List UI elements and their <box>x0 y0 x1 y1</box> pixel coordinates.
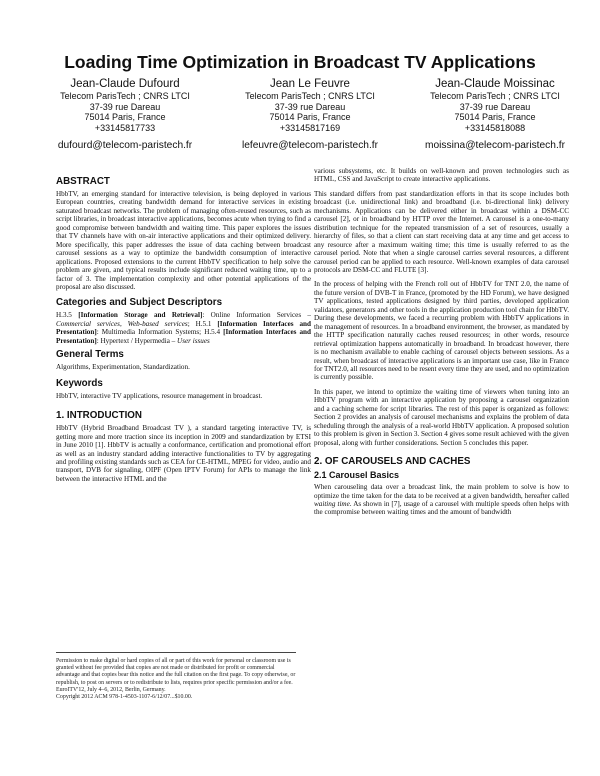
author-2 <box>225 77 395 152</box>
keywords-heading: Keywords <box>56 377 103 389</box>
paragraph-text: . As shown in [7], usage of a carousel with multiple speeds often helps with the compromise between waiting times and the amount of bandwidth <box>314 499 569 517</box>
author-name: Jean-Claude Moissinac <box>435 78 555 90</box>
ccs-text: : Hypertext / Hypermedia – <box>96 336 178 345</box>
author-email[interactable]: lefeuvre@telecom-paristech.fr <box>241 140 379 151</box>
general-terms-text: Algorithms, Experimentation, Standardization. <box>56 363 190 372</box>
categories-heading: Categories and Subject Descriptors <box>56 297 223 309</box>
ccs-italic: User issues <box>177 336 210 345</box>
author-affiliation: Telecom ParisTech ; CNRS LTCI <box>60 91 190 101</box>
ccs-text: : Multimedia Information Systems; H.5.4 <box>96 328 224 337</box>
intro-heading: 1. INTRODUCTION <box>56 410 142 422</box>
ccs-code: H.3.5 <box>56 311 79 320</box>
author-affiliation: Telecom ParisTech ; CNRS LTCI <box>245 91 375 101</box>
author-3 <box>410 77 580 152</box>
author-email[interactable]: dufourd@telecom-paristech.fr <box>57 140 193 151</box>
abstract-text: HbbTV, an emerging standard for interactive television, is being deployed in various European countries, creating bandwidth demand for interactive services in existing saturated broadcast networks. The problem of managing often-reused resources, such as script libraries, in broadcast interactive applications, becomes acute when trying to find a good compromise between bandwidth and waiting time. This paper explores the issues that TV channels have with on-air interactive applications and their optimized delivery. More specifically, this paper addresses the issue of data caching between broadcast carousel sessions as a way to optimize the bandwidth consumption of interactive applications. Proposed extensions to the current HbbTV specification to help solve the problem are given, and typical results include significant reduced waiting time, up to a factor of 3. The implementation complexity and other potential applications of the proposal are also discussed. <box>56 190 311 291</box>
author-phone: +33145818088 <box>464 122 526 133</box>
paragraph: In the process of helping with the French roll out of HbbTV for TNT 2.0, the name of the future version of DVB-T in France, (promoted by the HD Forum), we have designed TV applications, tested applications designed by third parties, developed application validators, generators and other tools in the application production tool chain for HbbTV. During these developments, we faced a recurring problem with HbbTV applications in the management of resources. In a broadband environment, the browser, as mandated by the HTTP specification naturally caches reused resources; in other words, resource retrieval optimization happens automatically in broadband. In broadcast however, there is no mechanism available to enable caching of carousel objects between sessions. As a result, when broadcast of interactive applications is an important use case, like in France for TNT2.0, all resources need to be resent every time they are used, and no optimization is currently possible. <box>314 280 569 382</box>
author-block <box>40 77 580 152</box>
general-terms-heading: General Terms <box>56 349 124 361</box>
author-street: 37-39 rue Dareau <box>274 101 346 112</box>
author-street: 37-39 rue Dareau <box>459 101 531 112</box>
ccs-bold: [Information Interfaces and Presentation] <box>56 328 311 345</box>
left-column <box>56 176 311 489</box>
ccs-italic: Commercial services, Web-based services <box>56 319 188 328</box>
paragraph: various subsystems, etc. It builds on well-known and proven technologies such as HTML, CSS and JavaScript to create interactive applications. <box>314 167 569 184</box>
author-city: 75014 Paris, France <box>454 112 536 122</box>
paragraph-text: When carouseling data over a broadcast link, the main problem to solve is how to optimize the time taken for the data to be received at a given bandwidth, hereafter called <box>314 483 569 500</box>
author-1 <box>40 77 210 152</box>
paragraph: This standard differs from past standardization efforts in that its scope includes both broadcast (i.e. unidirectional link) and broadband (i.e. bi-directional link) delivery mechanisms. Applications can be delivered either in broadcast within a DSM-CC carousel [2], or in broadband by HTTP over the Internet. A carousel is a one-to-many distribution technique for the repeated transmission of a set of resources, usually a hierarchy of files, so that a client can start receiving data at any time and get access to any resource after a maximum waiting time; this time is usually referred to as the carousel period. Note that when a single carousel carries several resources, a different carousel period can be applied to each resource. Well-known examples of data carousel protocols are DSM-CC and FLUTE [3]. <box>314 189 569 274</box>
author-affiliation: Telecom ParisTech ; CNRS LTCI <box>430 91 560 101</box>
author-phone: +33145817733 <box>94 122 156 133</box>
paragraph <box>314 483 569 517</box>
ccs-bold: [Information Storage and Retrieval] <box>78 311 203 320</box>
right-column <box>314 167 569 523</box>
author-name: Jean-Claude Dufourd <box>70 78 180 90</box>
author-city: 75014 Paris, France <box>84 112 166 122</box>
paragraph: In this paper, we intend to optimize the waiting time of viewers when tuning into an HbbTV program with an interactive application by proposing a carousel organization and a caching scheme for script libraries. The rest of this paper is organized as follows: Section 2 provides an analysis of carousel mechanisms and explains the problem of data scheduling through the analysis of a real-world HbbTV application. A proposed solution to this problem is given in Section 3. Section 4 gives some result achieved with the given proposal, along with further considerations. Section 5 concludes this paper. <box>314 387 569 447</box>
divider <box>56 652 296 653</box>
ccs-text: : Online Information Services – <box>202 311 312 320</box>
ccs-text: ; H.5.1 <box>187 319 212 328</box>
section-2-1-heading: 2.1 Carousel Basics <box>314 470 400 481</box>
section-2-heading: 2. OF CAROUSELS AND CACHES <box>314 456 471 468</box>
author-street: 37-39 rue Dareau <box>89 101 161 112</box>
abstract-heading: ABSTRACT <box>56 176 110 187</box>
categories-text <box>56 311 311 345</box>
italic-term: waiting time <box>314 499 350 508</box>
intro-text: HbbTV (Hybrid Broadband Broadcast TV ), a standard targeting interactive TV, is getting more and more traction since its inception in 2009 and standardization by ETSI in June 2010 [1]. HbbTV is actually a conformance, certification and promotional effort as well as an industry standard adding interactive functionalities to TV by aggregating and profiling existing standards such as CEA for CE-HTML, MPEG for video, audio and transport, DVB for signaling, OIPF (Open IPTV Forum) for APIs to manage the link between the interactive HTML and the <box>56 424 311 483</box>
paper-title: Loading Time Optimization in Broadcast TV Applications <box>64 52 536 72</box>
author-phone: +33145817169 <box>279 122 341 133</box>
keywords-text: HbbTV, interactive TV applications, resource management in broadcast. <box>56 391 263 400</box>
ccs-bold: [Information Interfaces and Presentation] <box>56 319 311 337</box>
author-email[interactable]: moissina@telecom-paristech.fr <box>425 140 565 151</box>
author-name: Jean Le Feuvre <box>270 78 350 90</box>
author-city: 75014 Paris, France <box>269 112 351 122</box>
permission-notice: Permission to make digital or hard copies of all or part of this work for personal or classroom use is granted without fee provided that copies are not made or distributed for profit or commercial advantage and that copies bear this notice and the full citation on the first page. To copy otherwise, or republish, to post on servers or to redistribute to lists, requires prior specific permission and/or a fee. EuroITV'12, July 4–6, 2012, Berlin, Germany. Copyright 2012 ACM 978-1-4503-1107-6/12/07...$10.00. <box>56 658 296 701</box>
